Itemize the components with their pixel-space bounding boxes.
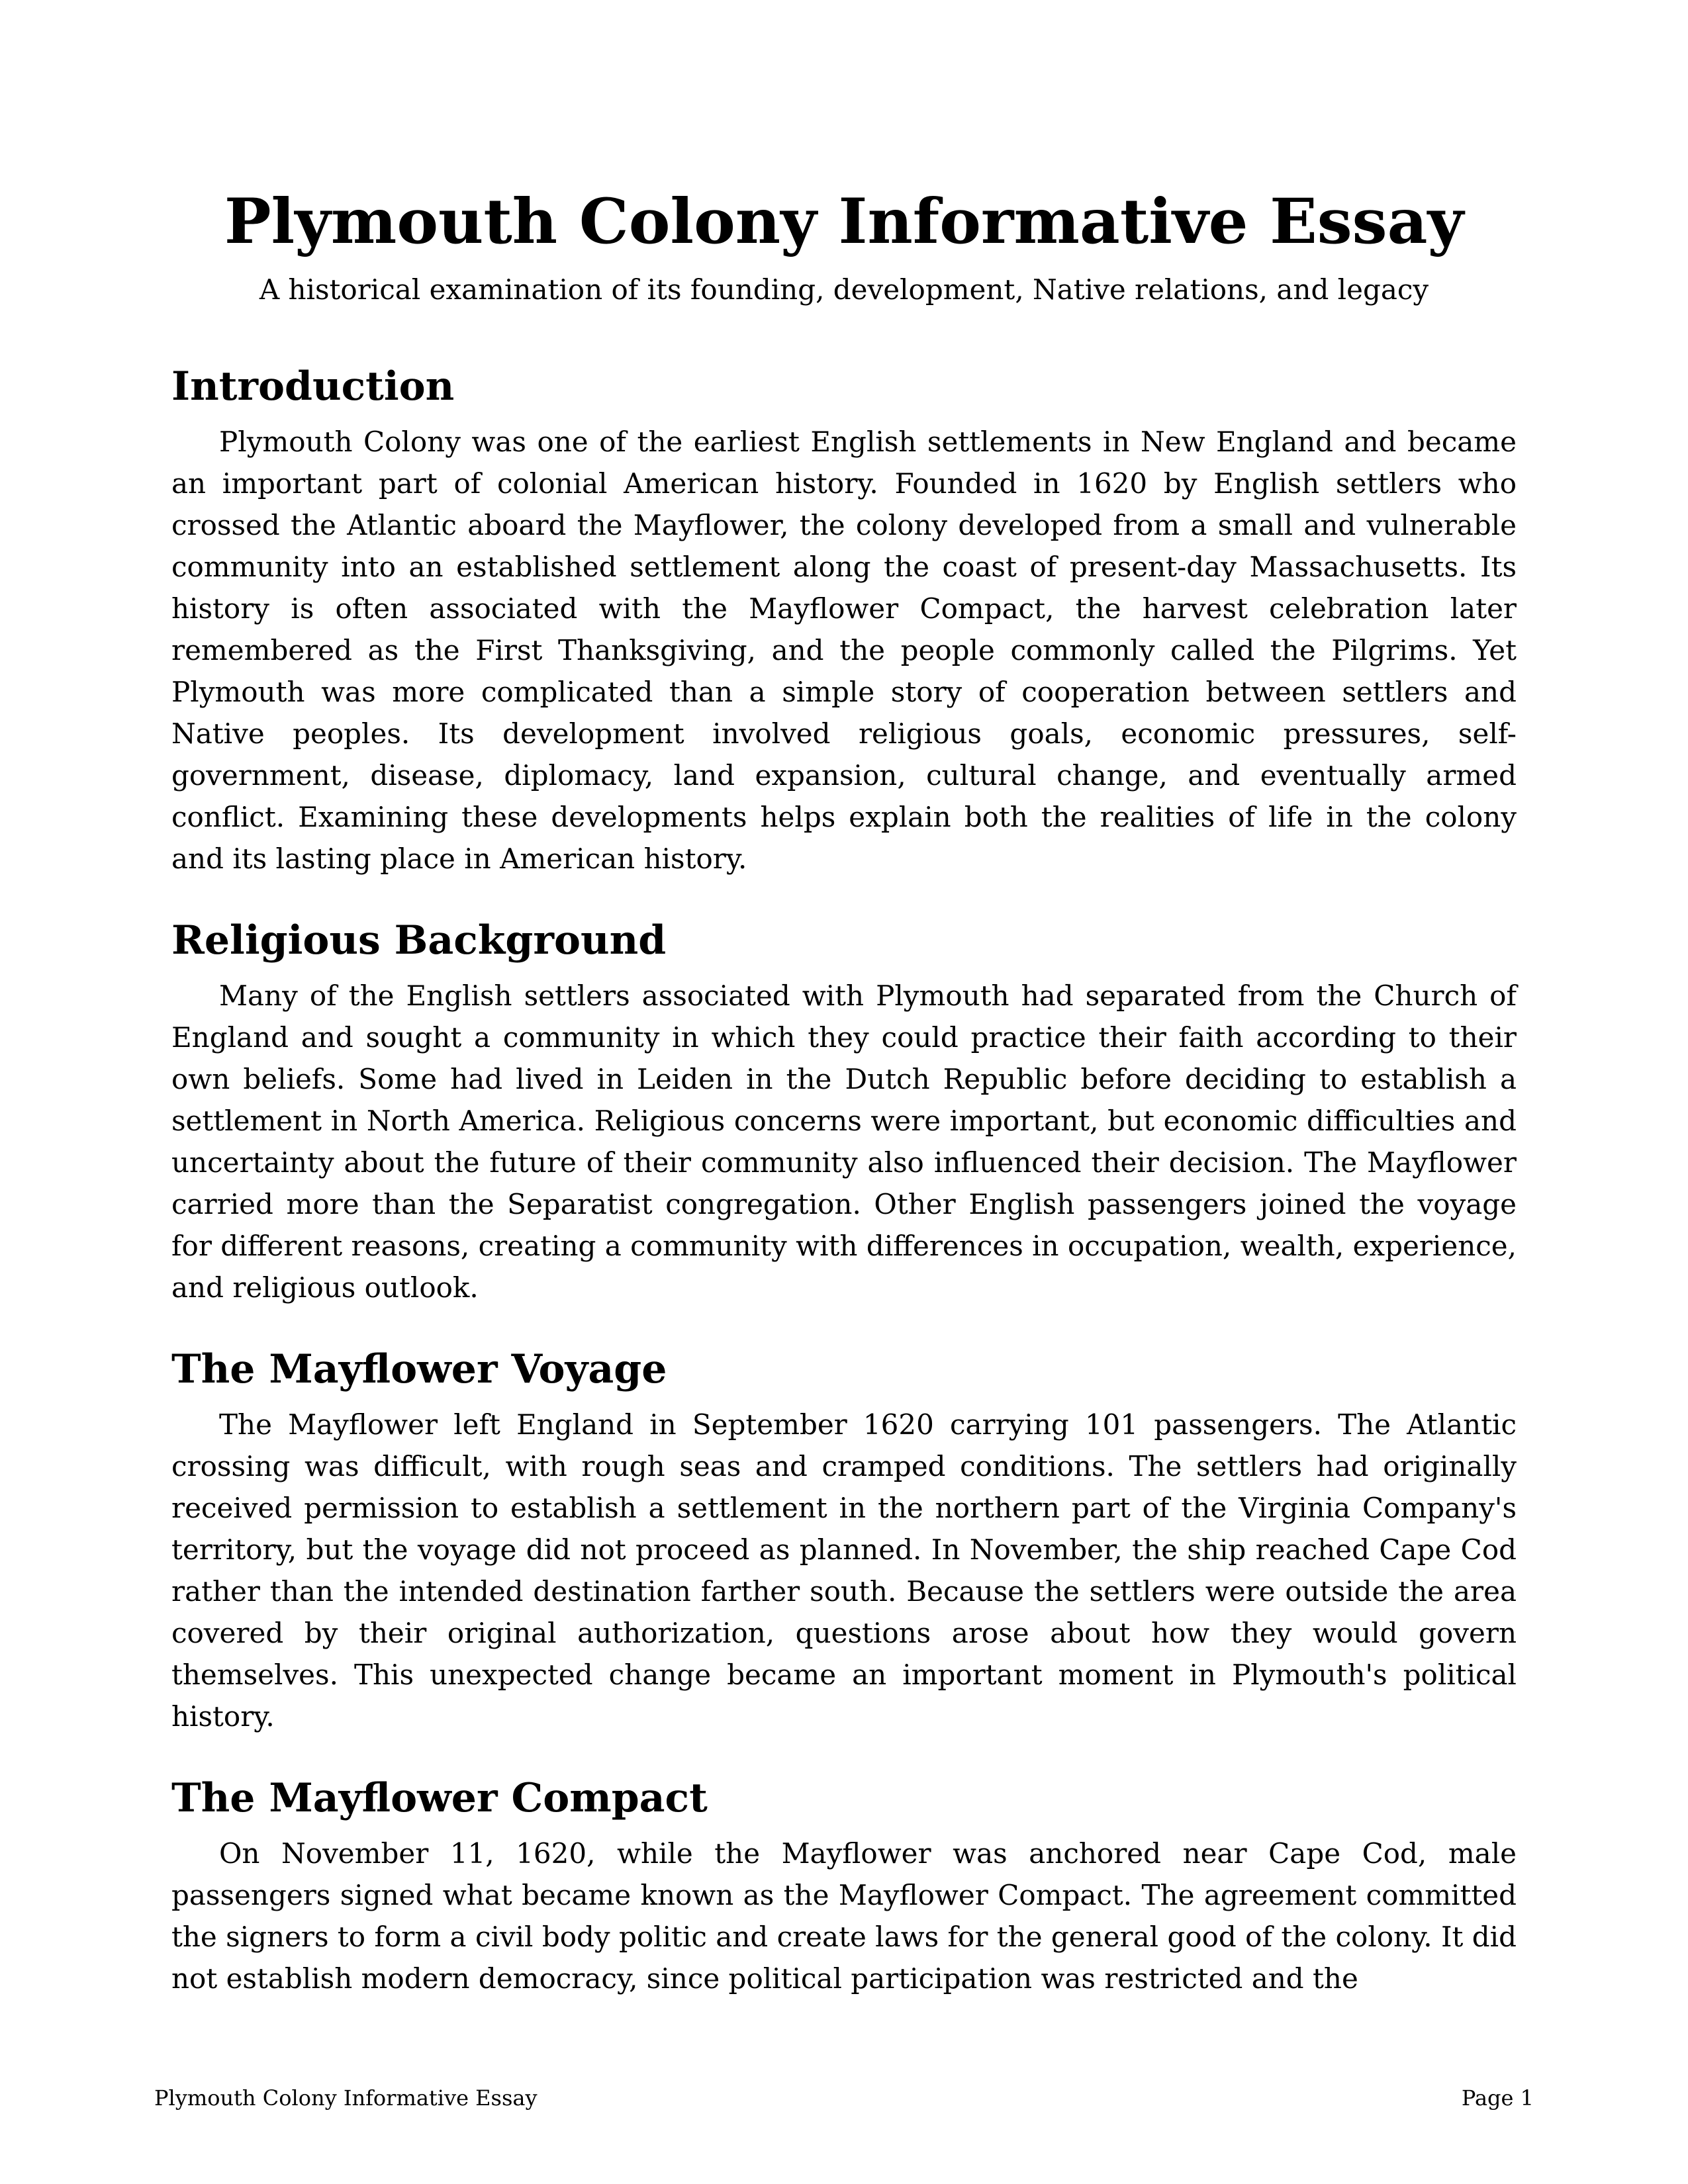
section-paragraph: Many of the English settlers associated with Plymouth had separated from the Church of England and sought a community in which they could practice their faith according to their own beliefs. Some had lived in Leiden in the Dutch Republic before deciding to establish a settlement in North America. Religious concerns were important, but economic difficulties and uncertainty about the future of their community also influenced their decision. The Mayflower carried more than the Separatist congregation. Other English passengers joined the voyage for different reasons, creating a community with differences in occupation, wealth, experience, and religious outlook.: [171, 979, 1517, 1304]
footer-page-number: Page 1: [1461, 2085, 1534, 2111]
section-paragraph: The Mayflower left England in September 1620 carrying 101 passengers. The Atlantic crossing was difficult, with rough seas and cramped conditions. The settlers had originally received permission to establish a settlement in the northern part of the Virginia Company's territory, but the voyage did not proceed as planned. In November, the ship reached Cape Cod rather than the intended destination farther south. Because the settlers were outside the area covered by their original authorization, questions arose about how they would govern themselves. This unexpected change became an important moment in Plymouth's political history.: [171, 1408, 1517, 1733]
section-heading: The Mayflower Compact: [171, 1775, 708, 1821]
section-religious-background: [171, 914, 1517, 1308]
section-mayflower-compact: [171, 1772, 1517, 1999]
section-mayflower-voyage: [171, 1343, 1517, 1737]
footer-document-title: Plymouth Colony Informative Essay: [154, 2085, 538, 2111]
page-content: [171, 179, 1517, 1999]
section-heading: Introduction: [171, 363, 455, 410]
document-title: Plymouth Colony Informative Essay: [224, 185, 1464, 258]
section-paragraph: On November 11, 1620, while the Mayflower was anchored near Cape Cod, male passengers signed what became known as the Mayflower Compact. The agreement committed the signers to form a civil body politic and create laws for the general good of the colony. It did not establish modern democracy, since political participation was restricted and the: [171, 1837, 1517, 1995]
document-subtitle: A historical examination of its founding, development, Native relations, and legacy: [259, 273, 1429, 306]
section-introduction: [171, 360, 1517, 880]
section-paragraph: Plymouth Colony was one of the earliest English settlements in New England and became an important part of colonial American history. Founded in 1620 by English settlers who crossed the Atlantic aboard the Mayflower, the colony developed from a small and vulnerable community into an established settlement along the coast of present-day Massachusetts. Its history is often associated with the Mayflower Compact, the harvest celebration later remembered as the First Thanksgiving, and the people commonly called the Pilgrims. Yet Plymouth was more complicated than a simple story of cooperation between settlers and Native peoples. Its development involved religious goals, economic pressures, self-government, disease, diplomacy, land expansion, cultural change, and eventually armed conflict. Examining these developments helps explain both the realities of life in the colony and its lasting place in American history.: [171, 426, 1517, 875]
section-heading: The Mayflower Voyage: [171, 1346, 667, 1392]
section-heading: Religious Background: [171, 917, 667, 964]
